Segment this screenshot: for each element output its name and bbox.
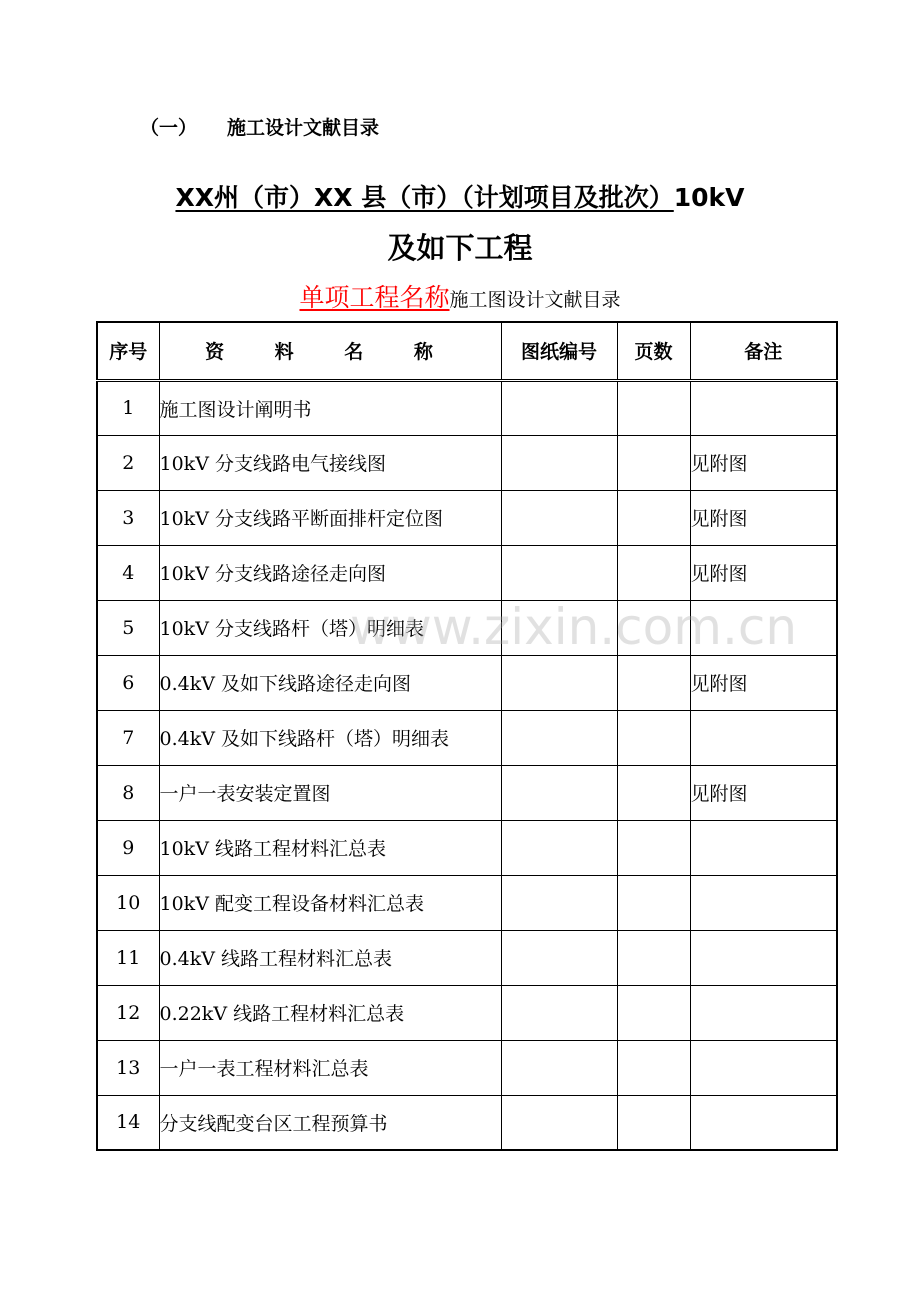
row-number: 11 — [97, 930, 159, 985]
section-number: （一） — [140, 117, 198, 139]
drawing-number — [501, 875, 617, 930]
page-count — [617, 545, 690, 600]
drawing-number — [501, 380, 617, 435]
note-cell — [690, 710, 837, 765]
note-cell — [690, 985, 837, 1040]
page-count — [617, 985, 690, 1040]
page-count — [617, 600, 690, 655]
document-name: 10kV 分支线路平断面排杆定位图 — [159, 490, 501, 545]
document-title-line2: 及如下工程 — [387, 231, 533, 265]
drawing-number — [501, 710, 617, 765]
note-cell: 见附图 — [690, 655, 837, 710]
document-name: 一户一表工程材料汇总表 — [159, 1040, 501, 1095]
note-cell — [690, 930, 837, 985]
note-cell — [690, 380, 837, 435]
table-row — [97, 820, 837, 875]
document-name: 10kV 分支线路途径走向图 — [159, 545, 501, 600]
header-no: 序号 — [97, 322, 159, 380]
page-count — [617, 380, 690, 435]
note-cell: 见附图 — [690, 545, 837, 600]
note-cell — [690, 600, 837, 655]
table-row — [97, 435, 837, 490]
section-title: 施工设计文献目录 — [227, 117, 380, 139]
row-number: 1 — [97, 380, 159, 435]
page-count — [617, 875, 690, 930]
drawing-number — [501, 490, 617, 545]
row-number: 4 — [97, 545, 159, 600]
page-count — [617, 490, 690, 545]
document-name: 0.22kV 线路工程材料汇总表 — [159, 985, 501, 1040]
table-row — [97, 1095, 837, 1150]
page-count — [617, 765, 690, 820]
page-count — [617, 435, 690, 490]
table-row — [97, 985, 837, 1040]
row-number: 10 — [97, 875, 159, 930]
row-number: 12 — [97, 985, 159, 1040]
drawing-number — [501, 545, 617, 600]
drawing-number — [501, 765, 617, 820]
note-cell: 见附图 — [690, 435, 837, 490]
row-number: 5 — [97, 600, 159, 655]
row-number: 2 — [97, 435, 159, 490]
note-cell — [690, 1040, 837, 1095]
table-row — [97, 930, 837, 985]
table-row — [97, 380, 837, 435]
header-pages: 页数 — [617, 322, 690, 380]
document-name: 施工图设计阐明书 — [159, 380, 501, 435]
document-name: 10kV 配变工程设备材料汇总表 — [159, 875, 501, 930]
table-row — [97, 545, 837, 600]
page-count — [617, 930, 690, 985]
page-count — [617, 1040, 690, 1095]
page-count — [617, 655, 690, 710]
table-row — [97, 655, 837, 710]
table-row — [97, 710, 837, 765]
drawing-number — [501, 985, 617, 1040]
note-cell — [690, 1095, 837, 1150]
subtitle-project-name: 单项工程名称 — [299, 283, 450, 312]
document-name: 一户一表安装定置图 — [159, 765, 501, 820]
title-underlined-part: XX州（市）XX 县（市）（计划项目及批次） — [175, 183, 674, 212]
header-drawing-no: 图纸编号 — [501, 322, 617, 380]
note-cell: 见附图 — [690, 490, 837, 545]
row-number: 9 — [97, 820, 159, 875]
page-count — [617, 710, 690, 765]
document-name: 0.4kV 及如下线路杆（塔）明细表 — [159, 710, 501, 765]
document-name: 0.4kV 线路工程材料汇总表 — [159, 930, 501, 985]
row-number: 7 — [97, 710, 159, 765]
document-subtitle — [0, 278, 920, 314]
table-row — [97, 1040, 837, 1095]
drawing-number — [501, 820, 617, 875]
table-row — [97, 765, 837, 820]
section-heading — [140, 113, 379, 140]
row-number: 13 — [97, 1040, 159, 1095]
drawing-number — [501, 600, 617, 655]
table-row — [97, 490, 837, 545]
watermark: www.zixin.com.cn — [350, 598, 798, 656]
row-number: 3 — [97, 490, 159, 545]
row-number: 6 — [97, 655, 159, 710]
drawing-number — [501, 1095, 617, 1150]
document-name: 分支线配变台区工程预算书 — [159, 1095, 501, 1150]
document-name: 10kV 分支线路电气接线图 — [159, 435, 501, 490]
drawing-number — [501, 930, 617, 985]
document-title-line1 — [0, 178, 920, 214]
title-tail: 10kV — [673, 183, 745, 212]
subtitle-rest: 施工图设计文献目录 — [449, 289, 621, 311]
row-number: 8 — [97, 765, 159, 820]
header-name: 资 料 名 称 — [159, 322, 501, 380]
note-cell: 见附图 — [690, 765, 837, 820]
document-name: 0.4kV 及如下线路途径走向图 — [159, 655, 501, 710]
catalog-table — [96, 321, 838, 1151]
drawing-number — [501, 655, 617, 710]
page-count — [617, 1095, 690, 1150]
note-cell — [690, 875, 837, 930]
drawing-number — [501, 1040, 617, 1095]
page-count — [617, 820, 690, 875]
document-name: 10kV 分支线路杆（塔）明细表 — [159, 600, 501, 655]
document-name: 10kV 线路工程材料汇总表 — [159, 820, 501, 875]
note-cell — [690, 820, 837, 875]
header-note: 备注 — [690, 322, 837, 380]
drawing-number — [501, 435, 617, 490]
table-header-row — [97, 322, 837, 380]
table-row — [97, 600, 837, 655]
table-body — [97, 380, 837, 1150]
row-number: 14 — [97, 1095, 159, 1150]
table-row — [97, 875, 837, 930]
